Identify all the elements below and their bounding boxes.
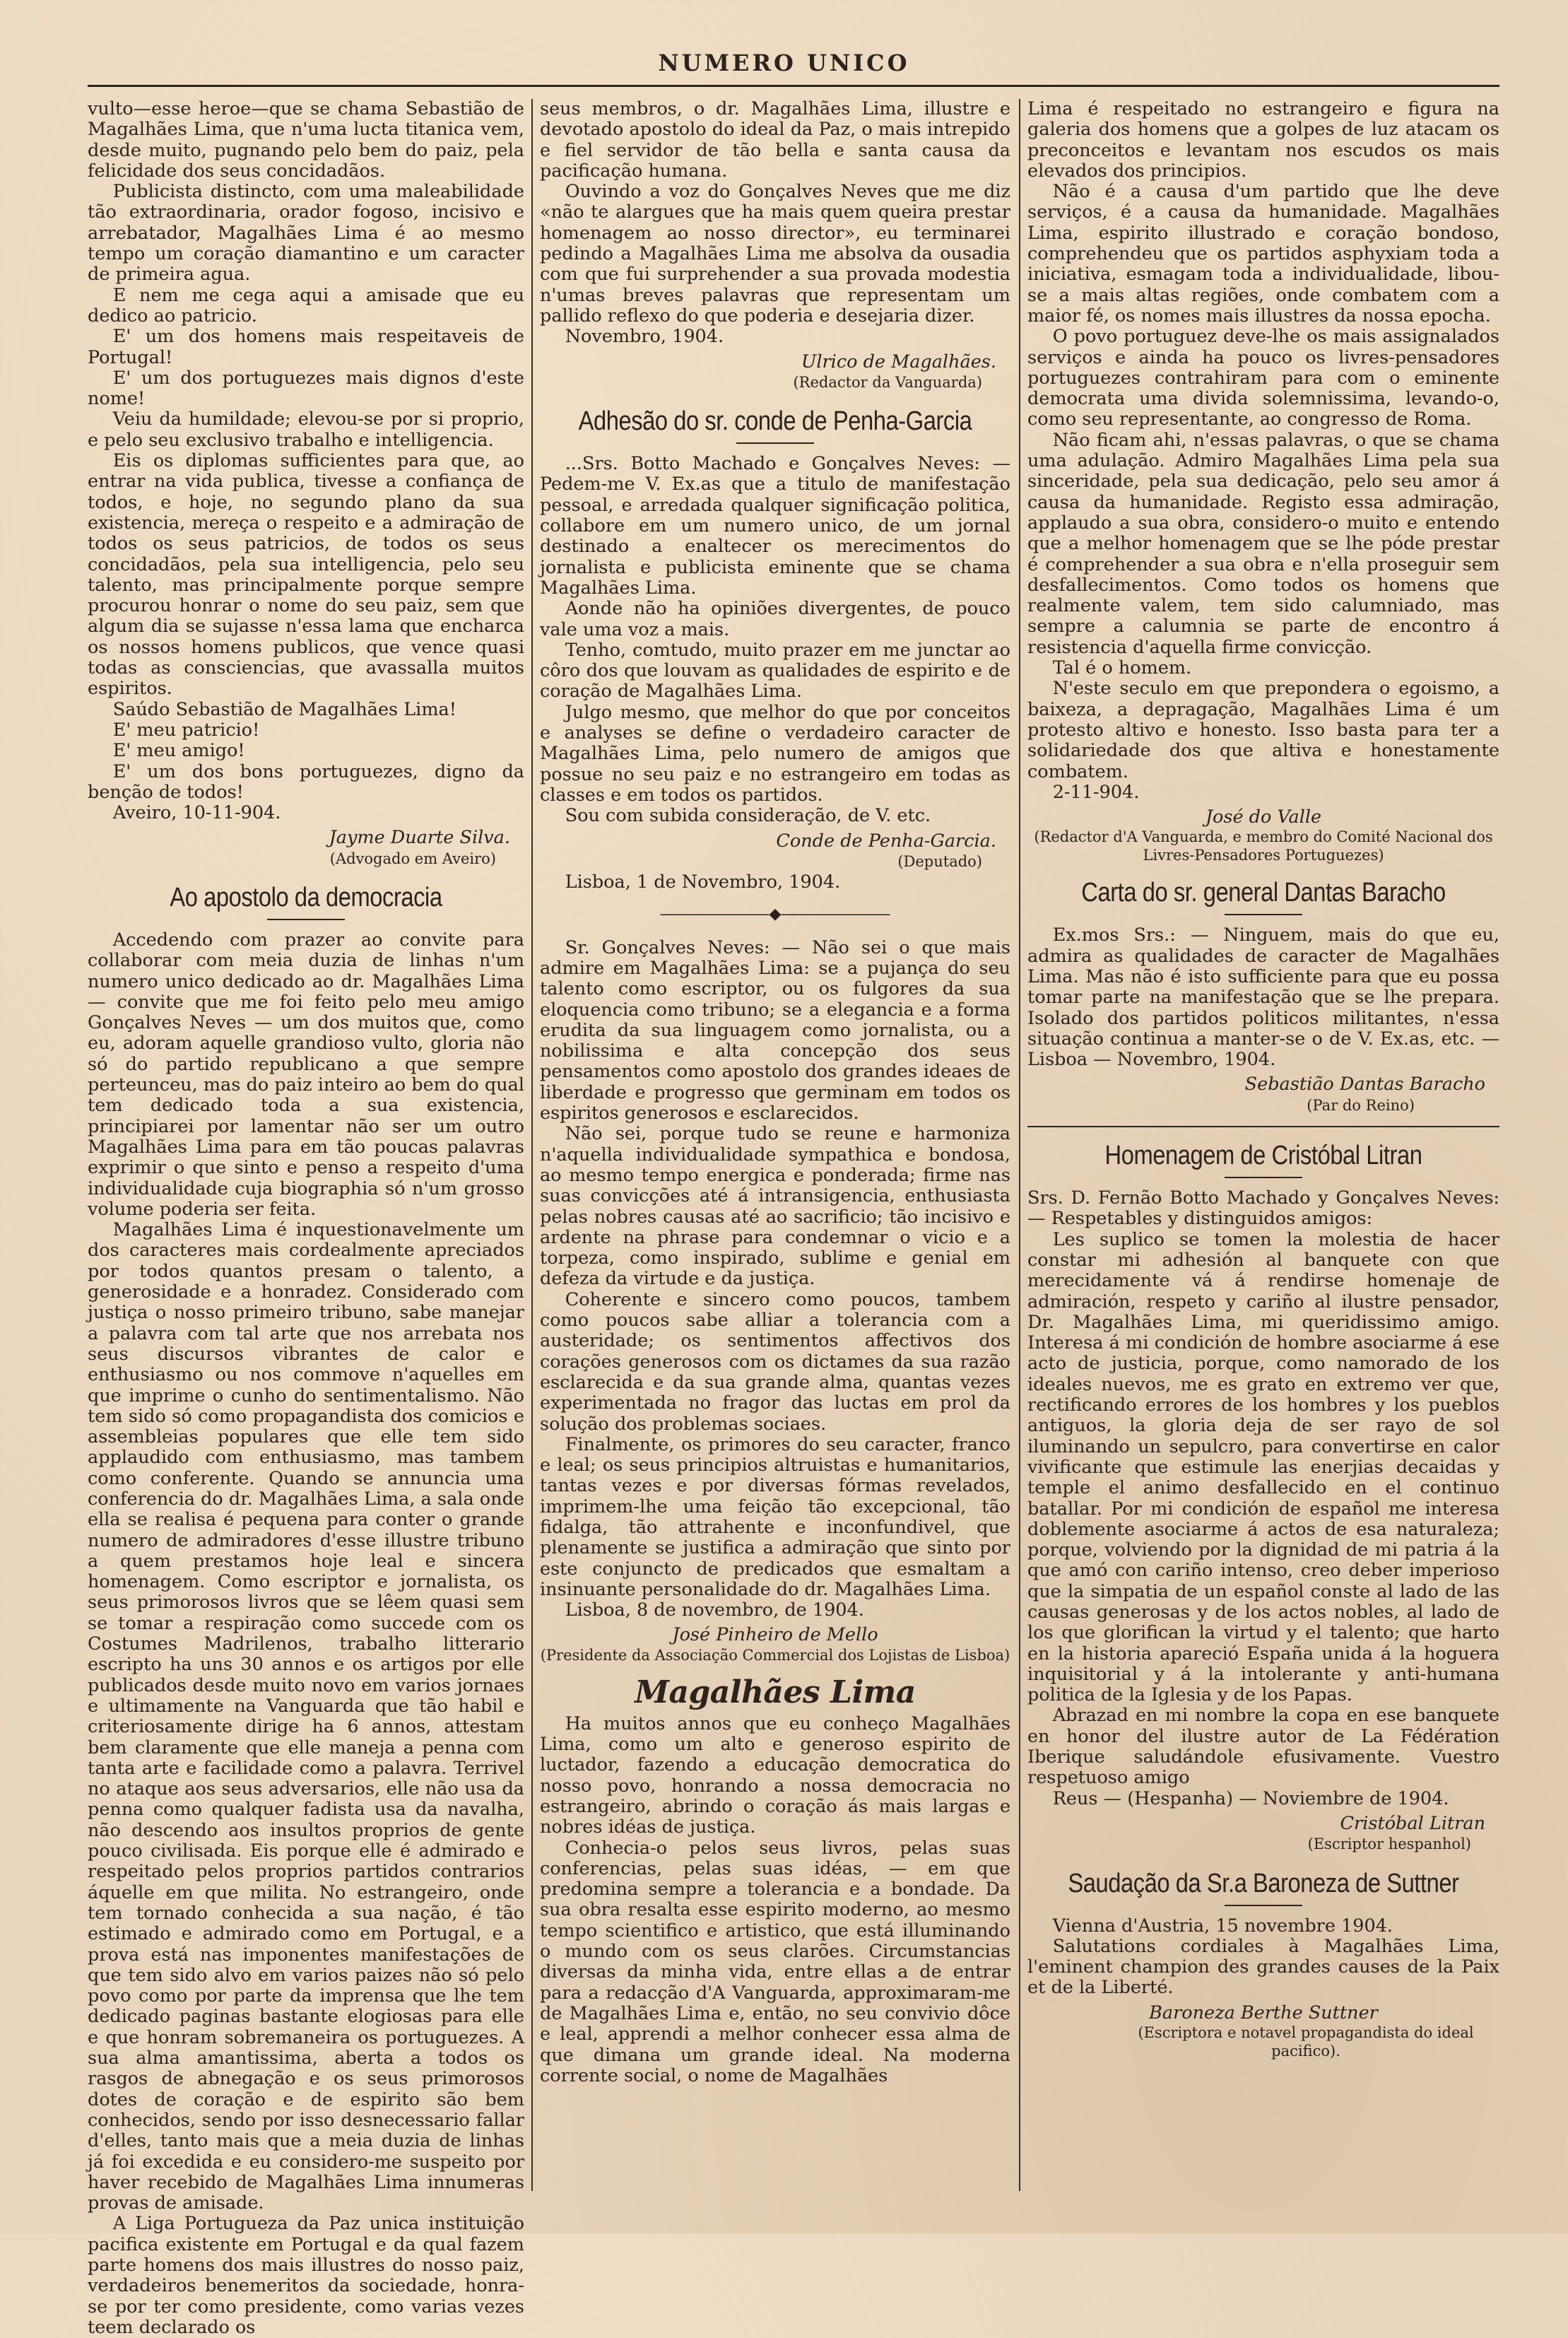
paragraph: Srs. D. Fernão Botto Machado y Gonçalves Neves: — Respetables y distinguidos amigos: (1027, 1187, 1499, 1230)
paragraph: Tenho, comtudo, muito prazer em me junctar ao côro dos que louvam as qualidades de espirito e de coração de Magalhães Lima. (540, 639, 1010, 703)
column-2 (540, 99, 1010, 2191)
paragraph: vulto—esse heroe—que se chama Sebastião de Magalhães Lima, que n'uma lucta titanica vem, desde muito, pugnando pelo bem do paiz, pela felicidade dos seus concidadãos. (88, 98, 524, 182)
paragraph: Ha muitos annos que eu conheço Magalhães Lima, como um alto e generoso espirito de luctador, fazendo a educação democratica do nosso povo, honrando a nossa democracia no estrangeiro, abrindo o coração ás mais largas e nobres idéas de justiça. (540, 1713, 1010, 1838)
column-separator (531, 99, 533, 2191)
dateline: Lisboa, 8 de novembro, de 1904. (565, 1599, 864, 1621)
paragraph: Publicista distincto, com uma maleabilidade tão extraordinaria, orador fogoso, incisivo e arrebatador, Magalhães Lima é ao mesmo tempo um coração diamantino e um caracter de primeira agua. (88, 181, 524, 286)
section-rule (1027, 1126, 1499, 1127)
heading-rule (1225, 914, 1302, 915)
paragraph: Tal é o homem. (1052, 657, 1192, 679)
paragraph: Les suplico se tomen la molestia de hacer constar mi adhesión al banquete con que merecidamente vá á rendirse homenaje de admiración, respeto y cariño al ilustre pensador, Dr. Magalhães Lima, mi queridissimo amigo. Interesa á mi condición de hombre asociarme á ese acto de justicia, porque, como namorado de los ideales nuevos, me es grato en extremo ver que, rectificando errores de los hombres y los pueblos antiguos, la gloria deja de ser rayo de sol iluminando un sepulcro, para convertirse en calor vivificante que estimule las enerjias decaidas y temple el animo desfallecido en el continuo batallar. Por mi condición de español me interesa doblemente asociarme á actos de esa naturaleza; porque, volviendo por la dignidad de mi patria á la que amó con cariño intenso, creo deber imperioso que la simpatia de un español conste al lado de las causas generosas y de los actos nobles, al lado de los que glorifican la virtud y el talento; que harto en la historia apareció España unida á la hoguera inquisitorial y á la intolerante y anti-humana politica de la Iglesia y de los Papas. (1027, 1228, 1499, 1706)
paragraph: Julgo mesmo, que melhor do que por conceitos e analyses se define o verdadeiro caracter de Magalhães Lima, pelo numero de amigos que possue no seu paiz e no estrangeiro em todas as classes e em todos os partidos. (540, 701, 1010, 806)
signature: Cristóbal Litran (1340, 1812, 1485, 1834)
paragraph: Abrazad en mi nombre la copa en ese banquete en honor del ilustre autor de La Fédération Iberique saludándole efusivamente. Vuestro respetuoso amigo (1027, 1705, 1499, 1789)
paragraph: E' um dos portuguezes mais dignos d'este nome! (88, 367, 524, 410)
dateline: Aveiro, 10-11-904. (112, 802, 281, 824)
signature-title: (Deputado) (897, 852, 982, 870)
paragraph: Aonde não ha opiniões divergentes, de pouco vale uma voz a mais. (540, 598, 1010, 640)
article-heading: Saudação da Sr.a Baroneza de Suttner (1068, 1868, 1459, 1898)
signature: José do Valle (1205, 806, 1322, 828)
article-heading: Magalhães Lima (635, 1674, 916, 1710)
column-1 (88, 98, 524, 2338)
paragraph: Não sei, porque tudo se reune e harmoniza n'aquella individualidade sympathica e bondosa, ao mesmo tempo energica e ponderada; firme nas suas convicções até á intransigencia, enthusiasta pelas nobres causas até ao sacrificio; tão incisivo e ardente na phrase para condemnar o vicio e a torpeza, como inspirado, sublime e genial em defeza da virtude e da justiça. (540, 1123, 1010, 1290)
heading-rule (1225, 1177, 1302, 1178)
signature-title: (Advogado em Aveiro) (329, 850, 496, 867)
paragraph: E' um dos homens mais respeitaveis de Portugal! (88, 326, 524, 368)
signature-title: (Redactor d'A Vanguarda, e membro do Comité Nacional dos Livres-Pensadores Portuguezes) (1034, 828, 1493, 864)
paragraph: Ex.mos Srs.: — Ninguem, mais do que eu, admira as qualidades de caracter de Magalhães Lima. Mas não é isto sufficiente para que eu possa tomar parte na manifestação que se lhe prepara. Isolado dos partidos politicos militantes, n'essa situação continua a manter-se o de V. Ex.as, etc. — Lisboa — Novembro, 1904. (1027, 924, 1499, 1071)
paragraph: Não é a causa d'um partido que lhe deve serviços, é a causa da humanidade. Magalhães Lima, espirito illustrado e coração bondoso, comprehendeu que os partidos asphyxiam toda a iniciativa, esmagam toda a individualidade, libou-se a mais altas regiões, onde combatem com a maior fé, os nomes mais illustres da nossa epocha. (1027, 181, 1499, 327)
heading-rule (1225, 1905, 1302, 1906)
paragraph: O povo portuguez deve-lhe os mais assignalados serviços e ainda ha pouco os livres-pensadores portuguezes contrahiram para com o eminente democrata uma divida solemnissima, levando-o, como seu representante, ao congresso de Roma. (1027, 326, 1499, 430)
dateline: Novembro, 1904. (565, 326, 724, 348)
paragraph: Salutations cordiales à Magalhães Lima, l'eminent champion des grandes causes de la Paix et de la Liberté. (1027, 1935, 1499, 1999)
paragraph: Conhecia-o pelos seus livros, pelas suas conferencias, pelas suas idéas, — em que predomina sempre a tolerancia e a bondade. Da sua obra resalta esse espirito moderno, ao mesmo tempo scientifico e artistico, que está illuminando o mundo com os seus clarões. Circumstancias diversas da minha vida, entre ellas a de entrar para a redacção d'A Vanguarda, approximaram-me de Magalhães Lima e, então, no seu convivio dôce e leal, apprendi a melhor conhecer essa alma de que dimana um grande ideal. Na moderna corrente social, o nome de Magalhães (540, 1837, 1010, 2086)
article-heading: Adhesão do sr. conde de Penha-Garcia (578, 406, 972, 437)
signature-title: (Par do Reino) (1307, 1096, 1415, 1114)
paragraph: E' meu patricio! (112, 719, 260, 741)
signature: Sebastião Dantas Baracho (1244, 1074, 1485, 1095)
masthead: NUMERO UNICO (658, 49, 910, 76)
column-3 (1027, 99, 1499, 2191)
paragraph: Lima é respeitado no estrangeiro e figura na galeria dos homens que a golpes de luz atacam os preconceitos e levantam nos escudos os mais elevados dos principios. (1027, 98, 1499, 182)
paragraph: Sr. Gonçalves Neves: — Não sei o que mais admire em Magalhães Lima: se a pujança do seu talento como escriptor, ou os fulgores da sua eloquencia como tribuno; se a elegancia e a forma erudita da sua linguagem como jornalista, ou a nobilissima e alta concepção dos seus pensamentos como apostolo dos grandes ideaes de liberdade e progresso que germinam em todos os espiritos generosos e esclarecidos. (540, 936, 1010, 1124)
dateline: Reus — (Hespanha) — Noviembre de 1904. (1052, 1787, 1449, 1809)
dateline: Vienna d'Austria, 15 novembre 1904. (1052, 1915, 1393, 1937)
top-rule (88, 85, 1499, 87)
paragraph: Veiu da humildade; elevou-se por si proprio, e pelo seu exclusivo trabalho e intelligencia. (88, 409, 524, 451)
paragraph: Saúdo Sebastião de Magalhães Lima! (112, 698, 456, 720)
signature-title: (Escriptora e notavel propagandista do ideal pacifico). (1138, 2024, 1474, 2060)
heading-rule (267, 919, 345, 920)
heading-rule (736, 442, 814, 444)
article-heading: Homenagem de Cristóbal Litran (1104, 1141, 1422, 1171)
article-heading: Ao apostolo da democracia (170, 882, 442, 912)
paragraph: Accedendo com prazer ao convite para collaborar com meia duzia de linhas n'um numero unico dedicado ao dr. Magalhães Lima — convite que me foi feito pelo meu amigo Gonçalves Neves — um dos muitos que, como eu, adoram aquelle grandioso vulto, gloria não só do partido republicano a que sempre perteunceu, mas do paiz inteiro ao bem do qual tem dedicado toda a sua existencia, principiarei por lamentar não ser um outro Magalhães Lima para em tão poucas palavras exprimir o que sinto e penso a respeito d'uma individualidade cuja biographia só n'um grosso volume poderia ser feita. (88, 929, 524, 1220)
paragraph: Ouvindo a voz do Gonçalves Neves que me diz «não te alargues que ha mais quem queira prestar homenagem ao nosso director», eu terminarei pedindo a Magalhães Lima me absolva da ousadia com que fui surprehender a sua provada modestia n'umas breves palavras que representam um pallido reflexo do que poderia e desejaria dizer. (540, 181, 1010, 327)
signature: Conde de Penha-Garcia. (776, 830, 996, 852)
paragraph: E' um dos bons portuguezes, digno da benção de todos! (88, 760, 524, 803)
paragraph: Eis os diplomas sufficientes para que, ao entrar na vida publica, tivesse a confiança de todos, e hoje, no segundo plano da sua existencia, mereça o respeito e a admiração de todos os seus patricios, de todos os seus concidadãos, pela sua intelligencia, pelo seu talento, mas principalmente porque sempre procurou honrar o nome do seu paiz, sem que algum dia se sujasse n'essa lama que encharca os nossos homens publicos, que vence quasi todas as consciencias, que avassalla muitos espiritos. (88, 450, 524, 700)
paragraph: Coherente e sincero como poucos, tambem como poucos sabe alliar a tolerancia com a austeridade; os sentimentos affectivos dos corações generosos com os dictames da sua razão esclarecida e da sua grande alma, quantas vezes experimentada no fragor das luctas em prol da solução dos problemas sociaes. (540, 1288, 1010, 1435)
signature: Baroneza Berthe Suttner (1149, 2002, 1378, 2023)
column-separator (1019, 99, 1020, 2191)
signature-title: (Escriptor hespanhol) (1307, 1835, 1471, 1853)
paragraph: N'este seculo em que prepondera o egoismo, a baixeza, a depragação, Magalhães Lima é um protesto altivo e honesto. Isso basta para ter a solidariedade dos que altiva e honestamente combatem. (1027, 678, 1499, 782)
paragraph: seus membros, o dr. Magalhães Lima, illustre e devotado apostolo do ideal da Paz, o mais intrepido e fiel servidor de tão bella e santa causa da pacificação humana. (540, 98, 1010, 182)
paragraph: Magalhães Lima é inquestionavelmente um dos caracteres mais cordealmente apreciados por todos quantos presam o talento, a generosidade e a honradez. Considerado com justiça o nosso primeiro tribuno, sabe manejar a palavra com tal arte que nos arrebata nos seus discursos vibrantes de calor e enthusiasmo ou nos commove n'aquelles em que imprime o cunho do sentimentalismo. Não tem sido só como propagandista dos comicios e assembleias populares que elle tem sido applaudido com enthusiasmo, mas tambem como conferente. Quando se annuncia uma conferencia do dr. Magalhães Lima, a sala onde ella se realisa é pequena para conter o grande numero de admiradores d'esse illustre tribuno a quem prestamos hoje leal e sincera homenagem. Como escriptor e jornalista, os seus primorosos livros que se lêem quasi sem se tomar a respiração como succede com os Costumes Madrilenos, trabalho litterario escripto ha uns 30 annos e os artigos por elle publicados desde muito novo em varios jornaes e ultimamente na Vanguarda que tão habil e criteriosamente dirige ha 6 annos, attestam bem claramente que elle maneja a penna com tanta arte e facilidade como a palavra. Terrivel no ataque aos seus adversarios, elle não usa da penna como qualquer fadista usa da navalha, não descendo aos insultos proprios de gente pouco civilisada. Eis porque elle é admirado e respeitado pelos proprios partidos contrarios áquelle em que milita. No estrangeiro, onde tem tornado conhecida a sua nação, é tão estimado e admirado como em Portugal, e a prova está nas imponentes manifestações de que tem sido alvo em varios paizes não só pelo povo como por parte da imprensa que lhe tem dedicado paginas bastante elogiosas para elle e que honram sobremaneira os portuguezes. A sua alma amantissima, aberta a todos os rasgos de abnegação e os seus primorosos dotes de coração e de espirito são bem conhecidos, sendo por isso desnecessario fallar d'elles, tanto mais que a meia duzia de linhas já foi excedida e eu considero-me suspeito por haver recebido de Magalhães Lima innumeras provas de amisade. (88, 1219, 524, 2214)
signature-title: (Redactor da Vanguarda) (793, 373, 982, 391)
dateline: Lisboa, 1 de Novembro, 1904. (565, 871, 841, 893)
signature: Ulrico de Magalhães. (801, 351, 996, 372)
paragraph: E' meu amigo! (112, 740, 245, 762)
paragraph: A Liga Portugueza da Paz unica instituição pacifica existente em Portugal e da qual fazem parte homens dos mais illustres do nosso paiz, verdadeiros benemeritos da sociedade, honra-se por ter como presidente, como varias vezes teem declarado os (88, 2213, 524, 2338)
paragraph: Finalmente, os primores do seu caracter, franco e leal; os seus principios altruistas e humanitarios, tantas vezes e por diversas fórmas revelados, imprimem-lhe uma feição tão excepcional, tão fidalga, tão attrahente e inconfundivel, que plenamente se justifica a admiração que sinto por este conjuncto de predicados que esmaltam a insinuante personalidade do dr. Magalhães Lima. (540, 1433, 1010, 1600)
signature-title: (Presidente da Associação Commercial dos Lojistas de Lisboa) (540, 1646, 1010, 1664)
signature: Jayme Duarte Silva. (329, 827, 510, 849)
paragraph: ...Srs. Botto Machado e Gonçalves Neves: — Pedem-me V. Ex.as que a titulo de manifestação pessoal, e arredada qualquer significação politica, collabore em um numero unico, de um jornal destinado a enaltecer os merecimentos do jornalista e publicista eminente que se chama Magalhães Lima. (540, 453, 1010, 599)
article-heading: Carta do sr. general Dantas Baracho (1081, 878, 1446, 908)
dateline: 2-11-904. (1052, 781, 1140, 803)
paragraph: Sou com subida consideração, de V. etc. (565, 805, 931, 827)
paragraph: Não ficam ahi, n'essas palavras, o que se chama uma adulação. Admiro Magalhães Lima pela sua sinceridade, pela sua dedicação, pelo seu amor á causa da humanidade. Registo essa admiração, applaudo a sua obra, considero-o muito e entendo que a melhor homenagem que se lhe póde prestar é comprehender a sua obra e n'ella proseguir sem desfallecimentos. Como todos os homens que realmente valem, tem sido calumniado, mas sempre a calumnia se parte de encontro á resistencia d'aquella firme convicção. (1027, 429, 1499, 658)
signature: José Pinheiro de Mello (672, 1624, 878, 1646)
ornament-divider: ―――――――◆――――――― (660, 905, 890, 924)
paragraph: E nem me cega aqui a amisade que eu dedico ao patricio. (88, 284, 524, 327)
